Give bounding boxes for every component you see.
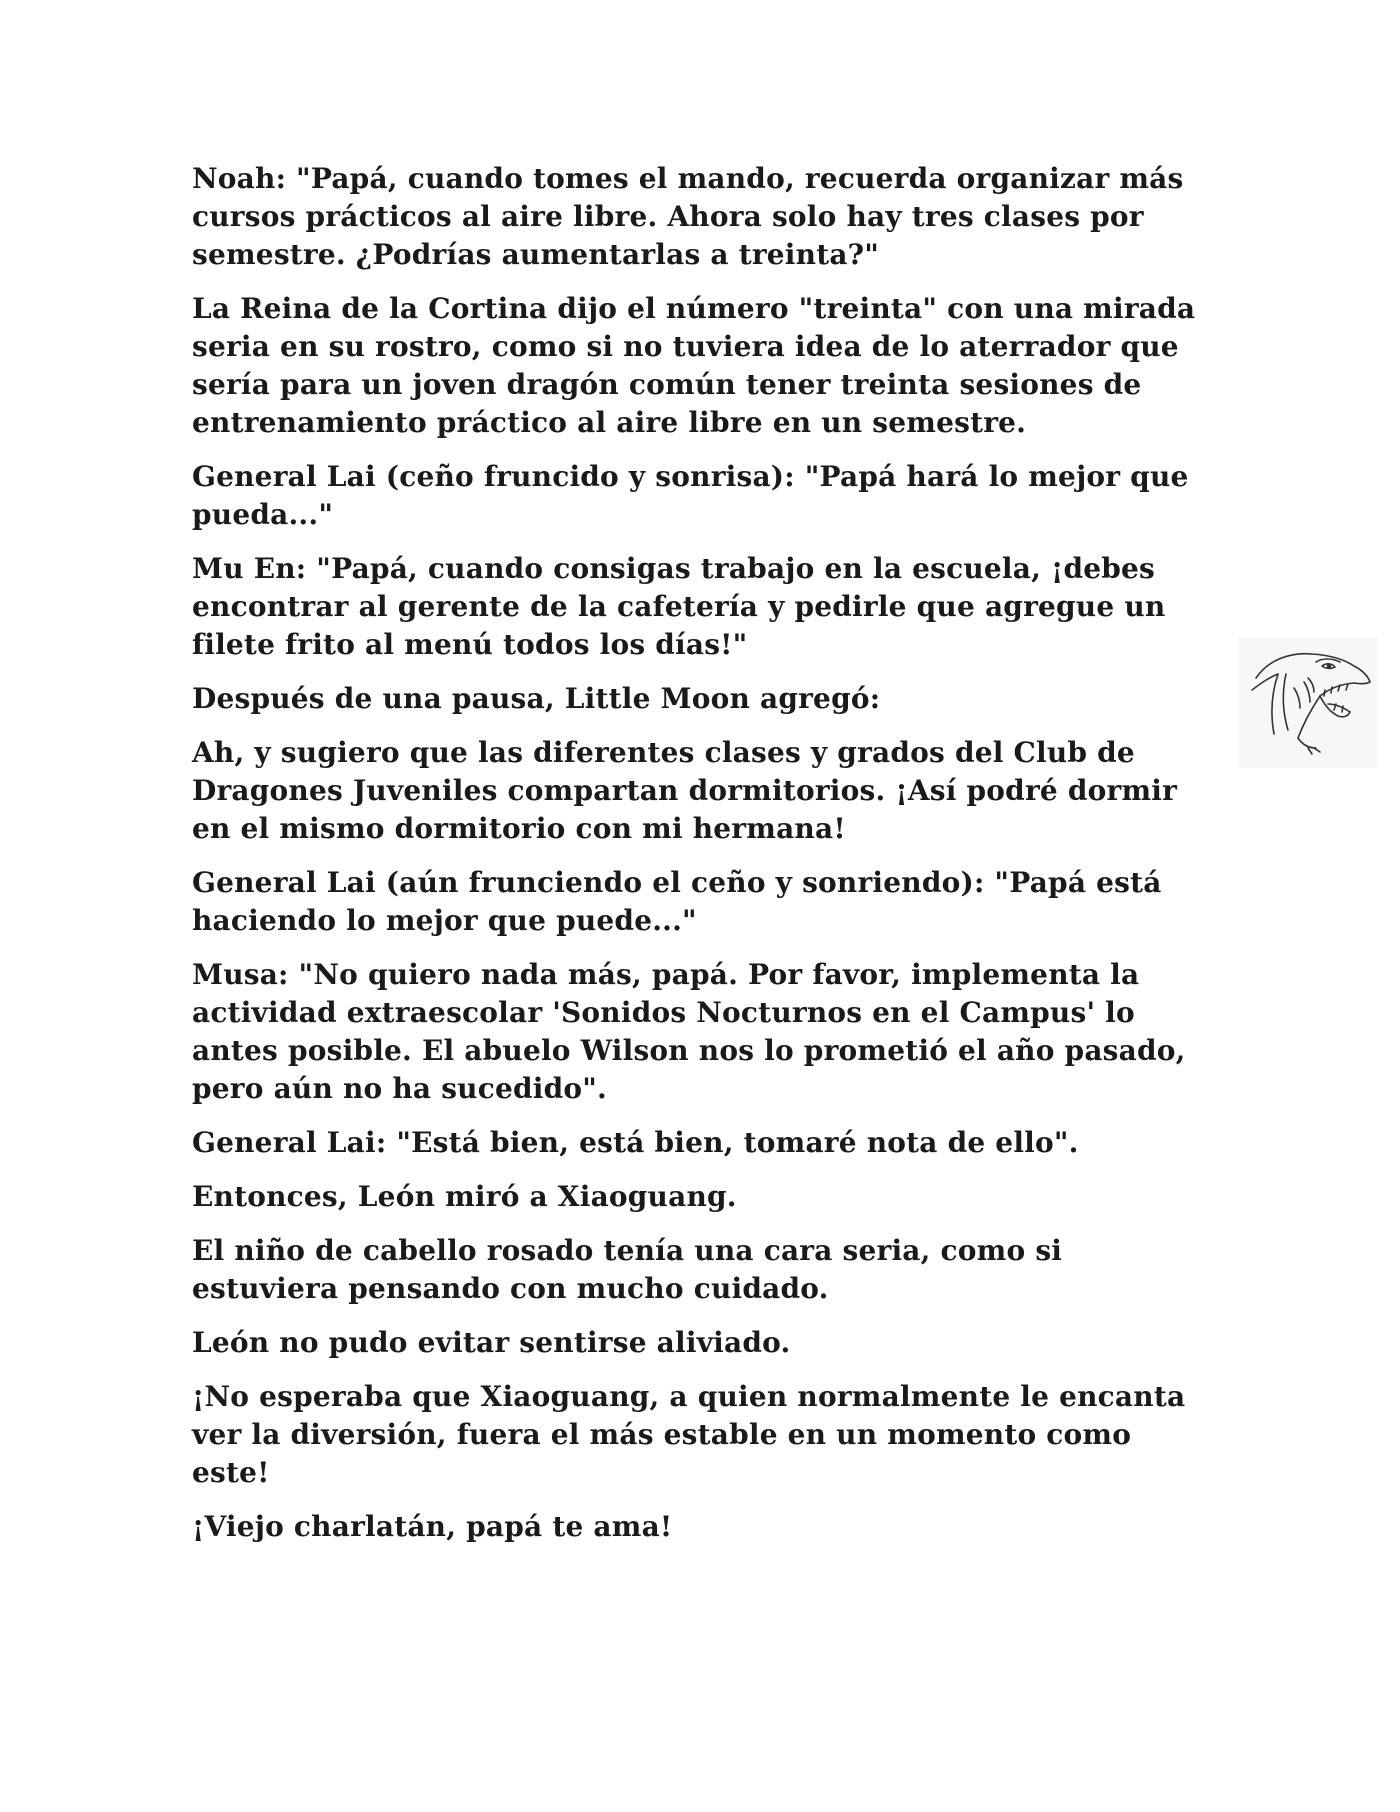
dinosaur-sketch-icon <box>1238 638 1378 768</box>
paragraph-curtain-queen: La Reina de la Cortina dijo el número "treinta" con una mirada seria en su rostro, como si no tuviera idea de lo aterrador que sería para un joven dragón común tener treinta sesiones de entrenamiento práctico al aire libre en un semestre. <box>192 292 1196 439</box>
paragraph-mu-en: Mu En: "Papá, cuando consigas trabajo en la escuela, ¡debes encontrar al gerente de la cafetería y pedirle que agregue un filete frito al menú todos los días!" <box>192 552 1166 661</box>
paragraph-old-charlatan: ¡Viejo charlatán, papá te ama! <box>192 1510 673 1543</box>
paragraph-leon-relieved: León no pudo evitar sentirse aliviado. <box>192 1326 791 1359</box>
paragraph-xiaoguang-stable: ¡No esperaba que Xiaoguang, a quien normalmente le encanta ver la diversión, fuera el más estable en un momento como este! <box>192 1380 1186 1489</box>
paragraph-general-lai-2: General Lai (aún frunciendo el ceño y sonriendo): "Papá está haciendo lo mejor que puede..." <box>192 866 1162 937</box>
story-text <box>192 160 1212 1562</box>
paragraph-leon-looks: Entonces, León miró a Xiaoguang. <box>192 1180 737 1213</box>
paragraph-pause: Después de una pausa, Little Moon agregó: <box>192 682 881 715</box>
paragraph-noah: Noah: "Papá, cuando tomes el mando, recuerda organizar más cursos prácticos al aire libre. Ahora solo hay tres clases por semestre. ¿Podrías aumentarlas a treinta?" <box>192 162 1184 271</box>
paragraph-musa: Musa: "No quiero nada más, papá. Por favor, implementa la actividad extraescolar 'Sonidos Nocturnos en el Campus' lo antes posible. El abuelo Wilson nos lo prometió el año pasado, pero aún no ha sucedido". <box>192 958 1186 1105</box>
paragraph-pink-hair-boy: El niño de cabello rosado tenía una cara seria, como si estuviera pensando con mucho cuidado. <box>192 1234 1063 1305</box>
paragraph-general-lai-3: General Lai: "Está bien, está bien, tomaré nota de ello". <box>192 1126 1079 1159</box>
paragraph-general-lai-1: General Lai (ceño fruncido y sonrisa): "Papá hará lo mejor que pueda..." <box>192 460 1189 531</box>
paragraph-little-moon: Ah, y sugiero que las diferentes clases y grados del Club de Dragones Juveniles compartan dormitorios. ¡Así podré dormir en el mismo dormitorio con mi hermana! <box>192 736 1178 845</box>
